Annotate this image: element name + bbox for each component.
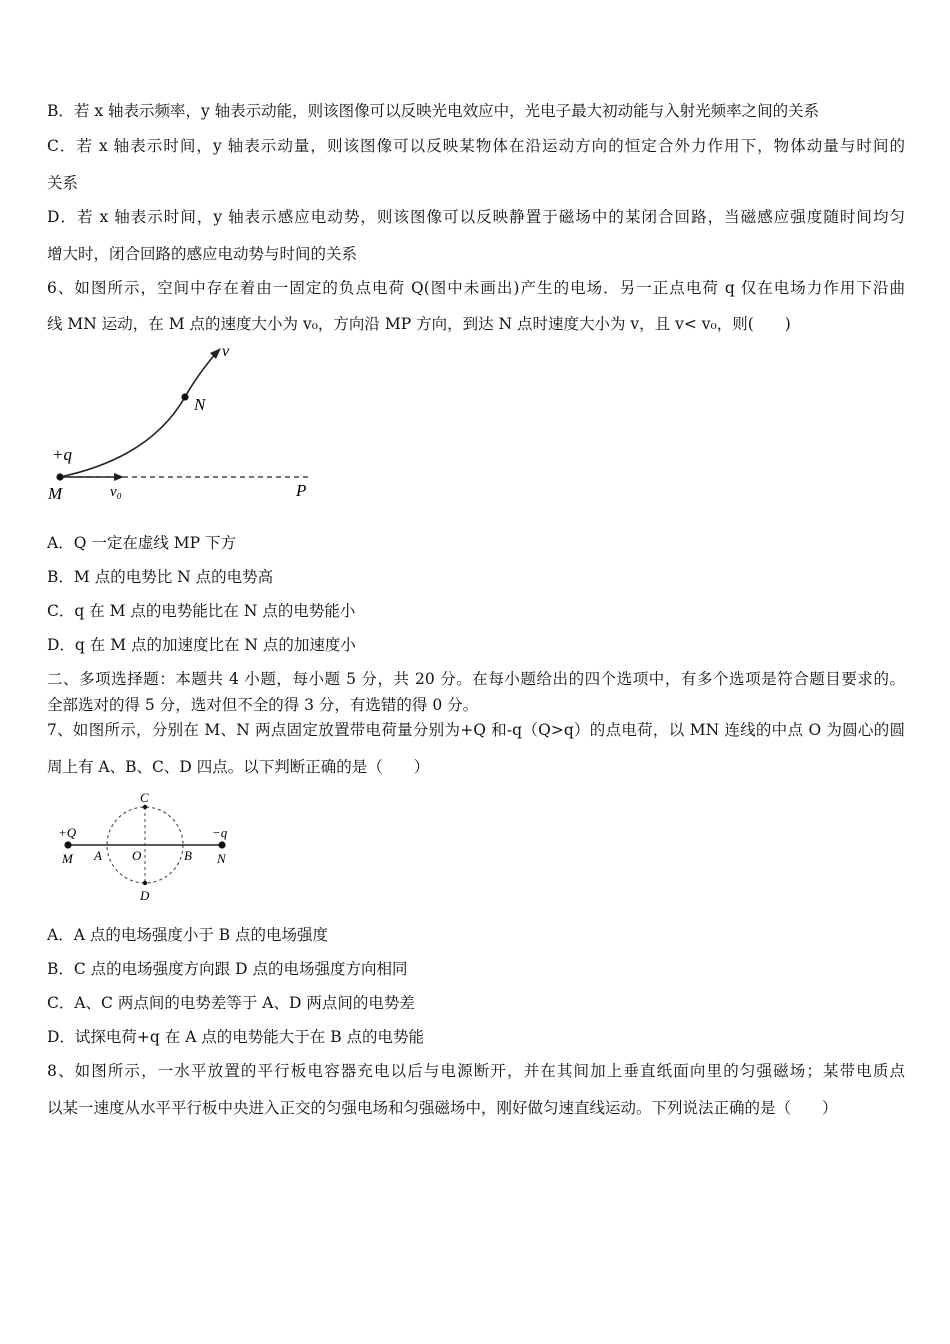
q7-label-c: C (140, 790, 149, 805)
q7-point-n (218, 841, 225, 848)
q6-stem-line2: 线 MN 运动，在 M 点的速度大小为 v₀，方向沿 MP 方向，到达 N 点时速度大小为 v，且 v< v₀，则( ) (47, 315, 791, 333)
q6-label-p: P (296, 481, 307, 500)
q5-option-c-line2: 关系 (47, 174, 79, 192)
q6-option-a: A．Q 一定在虚线 MP 下方 (47, 534, 236, 552)
q7-option-b: B．C 点的电场强度方向跟 D 点的电场强度方向相同 (47, 960, 408, 978)
q7-point-c (143, 805, 147, 809)
q6-v-arrow (185, 352, 217, 397)
q6-figure (40, 340, 330, 510)
q5-option-d-line2: 增大时，闭合回路的感应电动势与时间的关系 (47, 245, 358, 263)
q8-stem-line2: 以某一速度从水平平行板中央进入正交的匀强电场和匀强磁场中，刚好做匀速直线运动。下列说法正确的是（ ） (47, 1099, 838, 1117)
q7-option-c: C．A、C 两点间的电势差等于 A、D 两点间的电势差 (47, 994, 415, 1012)
q5-option-d-line1: D．若 x 轴表示时间，y 轴表示感应电动势，则该图像可以反映静置于磁场中的某闭合回路，当磁感应强度随时间均匀 (47, 208, 905, 226)
q7-point-d (143, 881, 147, 885)
q6-stem-line1: 6、如图所示，空间中存在着由一固定的负点电荷 Q(图中未画出)产生的电场．另一正点电荷 q 仅在电场力作用下沿曲 (47, 279, 905, 297)
q7-figure (50, 787, 250, 907)
section2-heading-line1: 二、多项选择题：本题共 4 小题，每小题 5 分，共 20 分。在每小题给出的四个选项中，有多个选项是符合题目要求的。 (47, 670, 905, 688)
q6-label-v: v (222, 343, 230, 360)
q7-point-m (64, 841, 71, 848)
q7-option-d: D．试探电荷+q 在 A 点的电势能大于在 B 点的电势能 (47, 1028, 425, 1046)
section2-heading-line2: 全部选对的得 5 分，选对但不全的得 3 分，有选错的得 0 分。 (47, 696, 479, 714)
q7-label-o: O (132, 848, 142, 863)
q6-option-c: C．q 在 M 点的电势能比在 N 点的电势能小 (47, 602, 356, 620)
q5-option-b: B．若 x 轴表示频率，y 轴表示动能，则该图像可以反映光电效应中，光电子最大初动能与入射光频率之间的关系 (47, 102, 820, 120)
q7-label-b: B (184, 848, 192, 863)
q7-label-a: A (94, 848, 102, 863)
q6-label-v0: v₀ (110, 484, 122, 500)
q6-label-n: N (194, 395, 206, 414)
q7-stem-line1: 7、如图所示，分别在 M、N 两点固定放置带电荷量分别为+Q 和-q（Q>q）的点电荷，以 MN 连线的中点 O 为圆心的圆 (47, 721, 905, 739)
q6-label-plus-q: +q (52, 445, 72, 464)
q6-option-b: B．M 点的电势比 N 点的电势高 (47, 568, 274, 586)
q7-label-m: M (62, 851, 73, 866)
q6-point-m (56, 473, 63, 480)
q7-stem-line2: 周上有 A、B、C、D 四点。以下判断正确的是（ ） (47, 758, 430, 776)
q7-label-minus-q: −q (212, 825, 228, 840)
q5-option-c-line1: C．若 x 轴表示时间，y 轴表示动量，则该图像可以反映某物体在沿运动方向的恒定合外力作用下，物体动量与时间的 (47, 137, 905, 155)
q6-point-n (181, 393, 188, 400)
q6-label-m: M (48, 484, 63, 503)
q7-label-plus-q: +Q (58, 825, 77, 840)
q6-curve-mn (60, 397, 185, 477)
q6-option-d: D．q 在 M 点的加速度比在 N 点的加速度小 (47, 636, 356, 654)
q7-label-n: N (217, 851, 226, 866)
q8-stem-line1: 8、如图所示，一水平放置的平行板电容器充电以后与电源断开，并在其间加上垂直纸面向里的匀强磁场；某带电质点 (47, 1062, 905, 1080)
q7-label-d: D (140, 888, 150, 903)
q7-option-a: A．A 点的电场强度小于 B 点的电场强度 (47, 926, 329, 944)
